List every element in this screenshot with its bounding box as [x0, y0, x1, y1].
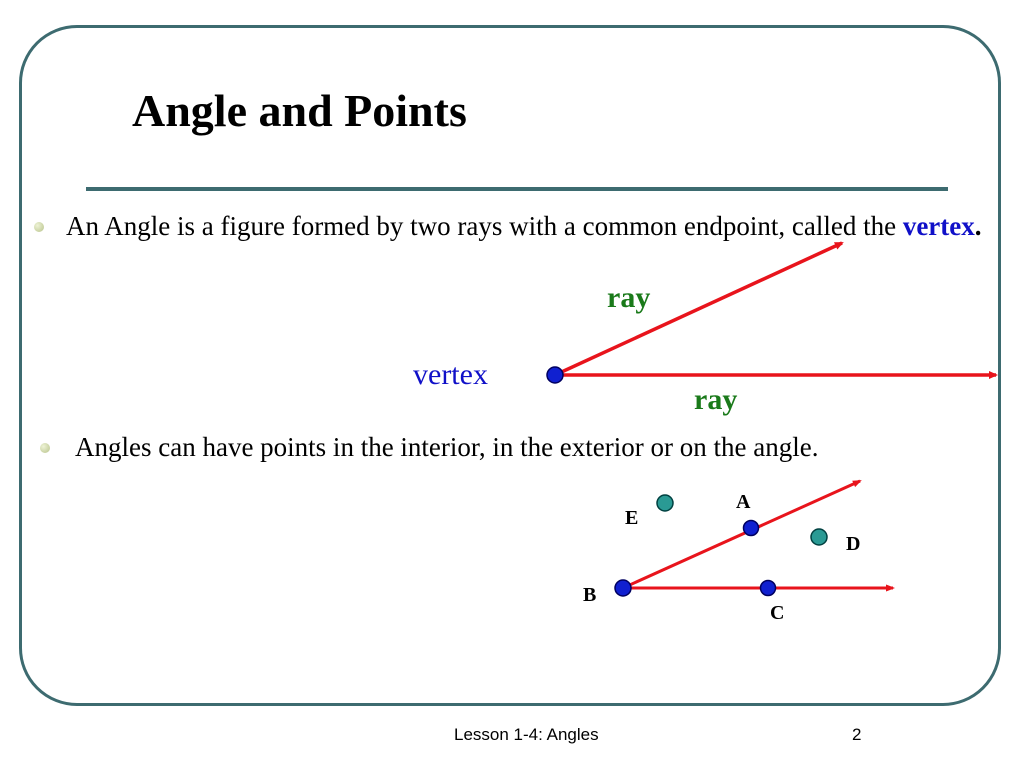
footer-page-number: 2 [852, 725, 862, 744]
point-C [761, 581, 776, 596]
bullet-text-2: Angles can have points in the interior, in the exterior or on the angle. [75, 432, 819, 462]
slide-title: Angle and Points [132, 85, 467, 136]
footer-lesson: Lesson 1-4: Angles [454, 725, 599, 744]
point-C-label: C [770, 602, 785, 624]
lower-ray-label: ray [694, 383, 738, 416]
point-B [615, 580, 631, 596]
bullet-1-body: An Angle is a figure formed by two rays with a common endpoint, called the [66, 211, 903, 241]
points-diagram [583, 481, 893, 624]
point-B-label: B [583, 584, 597, 606]
angle-diagram [413, 243, 996, 416]
point-D [811, 529, 827, 545]
point-A [744, 521, 759, 536]
upper-ray [555, 243, 842, 375]
vertex-point [547, 367, 563, 383]
point-E [657, 495, 673, 511]
point-E-label: E [625, 507, 639, 529]
bullet-1-period: . [974, 211, 982, 241]
upper-ray-label: ray [607, 281, 651, 314]
vertex-label: vertex [413, 358, 488, 391]
bullet-1-vertex-term: vertex [902, 211, 975, 241]
point-D-label: D [846, 533, 861, 555]
point-A-label: A [736, 491, 751, 513]
